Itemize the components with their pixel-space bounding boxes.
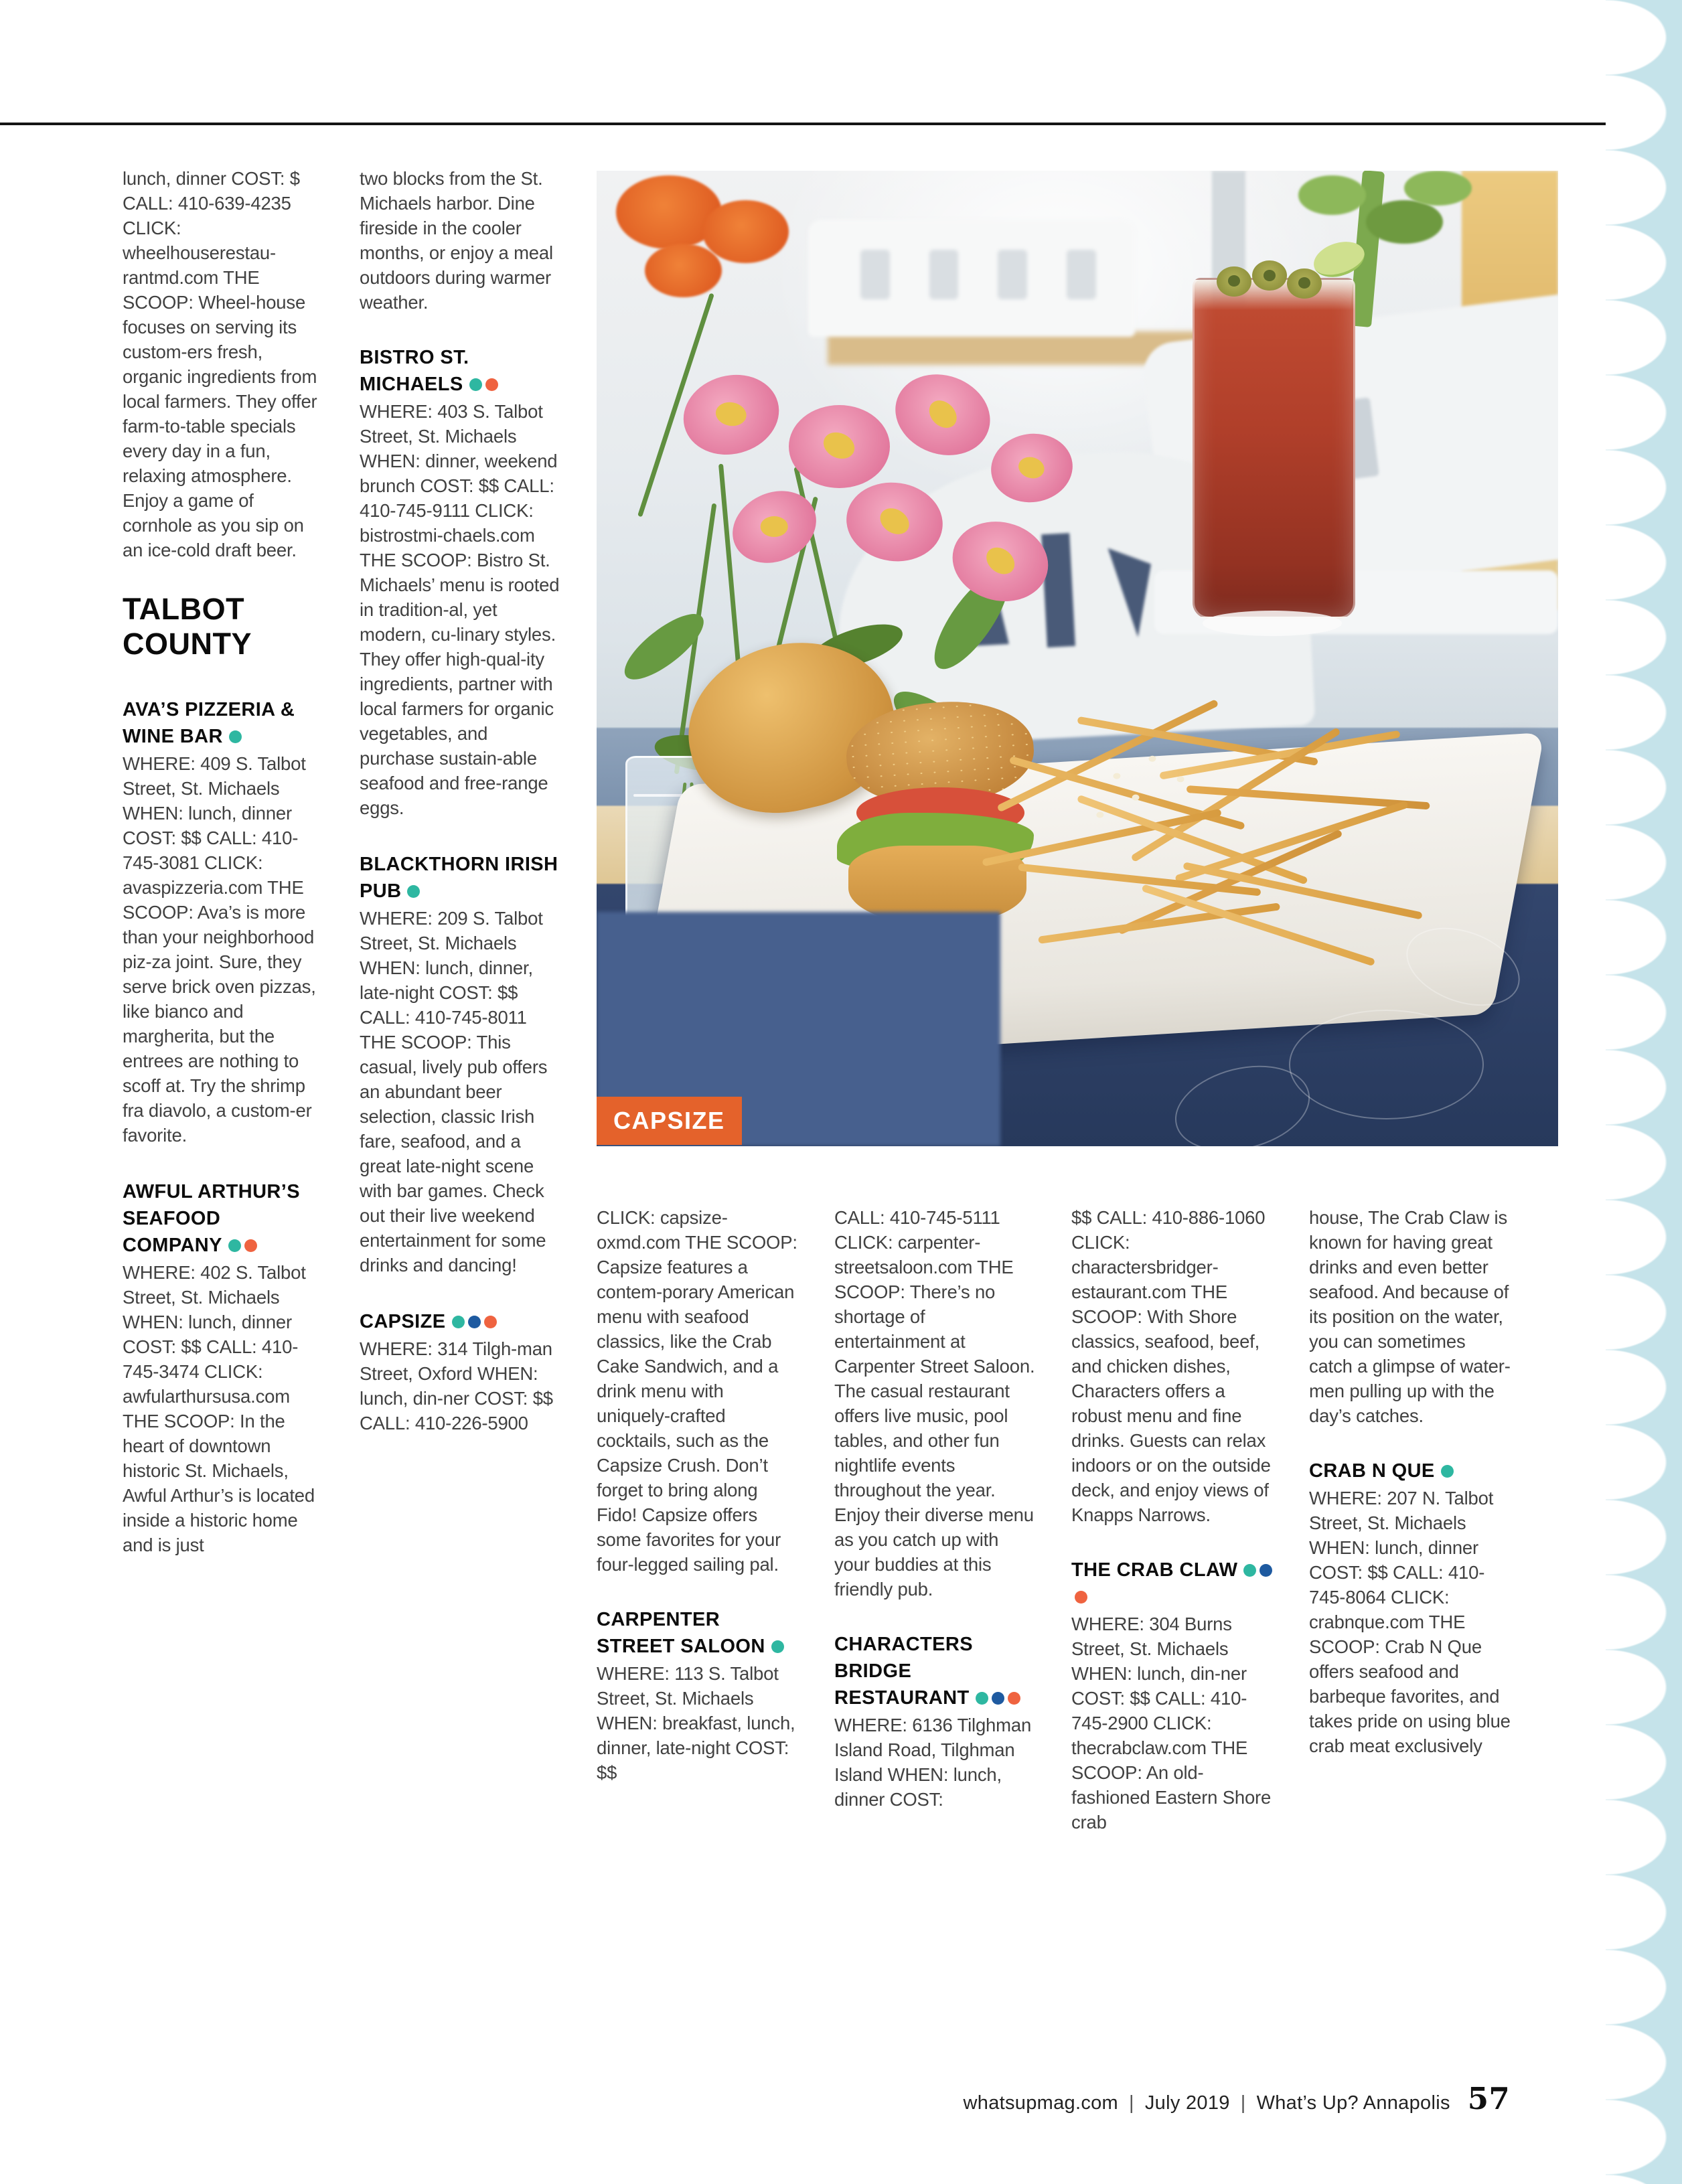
teal-rating-dot xyxy=(976,1692,988,1705)
chair-slot xyxy=(929,250,959,299)
teal-rating-dot xyxy=(1441,1465,1454,1478)
olive-garnish xyxy=(1217,266,1251,297)
page-number: 57 xyxy=(1467,2081,1510,2116)
glass-base-highlight xyxy=(1203,611,1342,636)
footer-separator: | xyxy=(1129,2092,1134,2114)
scalloped-edge-decoration xyxy=(1606,0,1682,2184)
listing-continuation-text: CLICK: capsize-oxmd.com THE SCOOP: Capsize features a contem-porary American menu with seafood classics, like the Crab Cake Sandwich, and a drink menu with uniquely-crafted cocktails, such as the Capsize Crush. Don’t forget to bring along Fido! Capsize offers some favorites for your four-legged sailing pal. xyxy=(597,1207,797,1575)
restaurant-name: AWFUL ARTHUR’S SEAFOOD COMPANY xyxy=(123,1181,300,1256)
chair-slot xyxy=(1067,250,1096,299)
restaurant-listing xyxy=(597,1606,799,1785)
restaurant-listing xyxy=(360,344,562,820)
listing-details: WHERE: 113 S. Talbot Street, St. Michaels WHEN: breakfast, lunch, dinner, late-night COST: $$ xyxy=(597,1663,795,1783)
text-column-5 xyxy=(1071,1205,1274,1865)
teal-rating-dot xyxy=(228,1239,241,1252)
restaurant-name: BLACKTHORN IRISH PUB xyxy=(360,854,558,902)
listing-details: WHERE: 409 S. Talbot Street, St. Michaels WHEN: lunch, dinner COST: $$ CALL: 410-745-3081 CLICK: avaspizzeria.com THE SCOOP: Ava’s is more than your neighborhood piz-za joint. Sure, they serve brick oven pizzas, like bianco and margherita, but the entrees are nothing to scoff at. Try the shrimp fra diavolo, a custom-er favorite. xyxy=(123,753,316,1146)
chair-cutout xyxy=(1041,533,1075,647)
celery-leaves xyxy=(1404,171,1472,206)
olive-garnish xyxy=(1252,260,1287,291)
orange-rating-dot xyxy=(1008,1692,1020,1705)
footer-issue: July 2019 xyxy=(1144,2092,1230,2114)
crab-cake-sandwich-photo xyxy=(597,171,1558,1146)
teal-rating-dot xyxy=(1243,1564,1256,1577)
teal-rating-dot xyxy=(229,730,242,743)
orange-rating-dot xyxy=(1075,1591,1087,1604)
restaurant-listing xyxy=(1071,1557,1274,1835)
teal-rating-dot xyxy=(407,885,420,898)
footer-separator: | xyxy=(1240,2092,1246,2114)
cheese-crumble xyxy=(1097,812,1104,818)
bloody-mary-glass xyxy=(1193,278,1355,619)
text-column-1 xyxy=(123,166,325,1588)
listing-continuation-text: house, The Crab Claw is known for having great drinks and even better seafood. And because of its position on the water, you can sometimes catch a glimpse of water-men pulling up with the day’s catches. xyxy=(1309,1207,1511,1426)
top-rule xyxy=(0,123,1608,125)
pink-flower xyxy=(789,405,890,488)
cheese-crumble xyxy=(1177,777,1184,783)
restaurant-name: CAPSIZE xyxy=(360,1308,562,1335)
footer-publication: What’s Up? Annapolis xyxy=(1256,2092,1450,2114)
orange-rating-dot xyxy=(485,378,498,391)
teal-rating-dot xyxy=(452,1316,465,1328)
restaurant-listing xyxy=(834,1631,1037,1812)
restaurant-listing xyxy=(1309,1458,1511,1758)
orange-flower xyxy=(702,200,789,264)
tablecloth-pattern xyxy=(1289,1010,1484,1119)
listing-details: WHERE: 207 N. Talbot Street, St. Michaels WHEN: lunch, dinner COST: $$ CALL: 410-745-8064 CLICK: crabnque.com THE SCOOP: Crab N Que offers seafood and barbeque favorites, and takes pride on using blue crab meat exclusively xyxy=(1309,1488,1511,1756)
chair-slot xyxy=(998,250,1027,299)
celery-leaves xyxy=(1366,200,1443,244)
cheese-crumble xyxy=(1149,756,1156,762)
blue-rating-dot xyxy=(1259,1564,1272,1577)
restaurant-name: THE CRAB CLAW xyxy=(1071,1557,1274,1610)
orange-flower xyxy=(645,244,722,297)
teal-rating-dot xyxy=(771,1640,784,1653)
leaf xyxy=(615,603,712,690)
restaurant-listing xyxy=(360,1308,562,1435)
chair-cutout xyxy=(1107,546,1154,638)
french-fries xyxy=(976,719,1438,1008)
listing-continuation-text: lunch, dinner COST: $ CALL: 410-639-4235 CLICK: wheelhouserestau-rantmd.com THE SCOOP: Wheel-house focuses on serving its custom-ers fresh, organic ingredients from local farmers. They offer farm-to-table specials every day in a fun, relaxing atmosphere. Enjoy a game of cornhole as you sip on an ice-cold draft beer. xyxy=(123,168,317,560)
teal-rating-dot xyxy=(469,378,482,391)
listing-details: WHERE: 209 S. Talbot Street, St. Michaels WHEN: lunch, dinner, late-night COST: $$ CALL: 410-745-8011 THE SCOOP: This casual, lively pub offers an abundant beer selection, classic Irish fare, seafood, and a great late-night scene with bar games. Check out their live weekend entertainment for some drinks and dancing! xyxy=(360,908,548,1275)
photo-caption-label: CAPSIZE xyxy=(597,1097,742,1145)
restaurant-listing xyxy=(360,851,562,1277)
white-chair-back xyxy=(808,220,1135,337)
restaurant-name: CRAB N QUE xyxy=(1309,1458,1511,1484)
section-header: TALBOT COUNTY xyxy=(123,592,252,661)
celery-leaves xyxy=(1298,175,1366,214)
text-column-2 xyxy=(360,166,562,1466)
orange-rating-dot xyxy=(244,1239,257,1252)
restaurant-listing xyxy=(123,1178,325,1557)
text-column-4 xyxy=(834,1205,1037,1843)
listing-continuation-text: two blocks from the St. Michaels harbor. Dine fireside in the cooler months, or enjoy a meal outdoors during warmer weather. xyxy=(360,168,553,313)
chair-slot xyxy=(860,250,890,299)
listing-details: WHERE: 402 S. Talbot Street, St. Michaels WHEN: lunch, dinner COST: $$ CALL: 410-745-3474 CLICK: awfularthursusa.com THE SCOOP: In the heart of downtown historic St. Michaels, Awful Arthur’s is located inside a historic home and is just xyxy=(123,1262,315,1555)
footer-site: whatsupmag.com xyxy=(963,2092,1119,2114)
restaurant-listing xyxy=(123,696,325,1148)
listing-details: WHERE: 314 Tilgh-man Street, Oxford WHEN: lunch, din-ner COST: $$ CALL: 410-226-5900 xyxy=(360,1338,553,1433)
text-column-6 xyxy=(1309,1205,1511,1789)
listing-continuation-text: CALL: 410-745-5111 CLICK: carpenter-streetsaloon.com THE SCOOP: There’s no shortage of entertainment at Carpenter Street Saloon. The casual restaurant offers live music, pool tables, and other fun nightlife events throughout the year. Enjoy their diverse menu as you catch up with your buddies at this friendly pub. xyxy=(834,1207,1035,1600)
orange-rating-dot xyxy=(484,1316,497,1328)
restaurant-name: CHARACTERS BRIDGE RESTAURANT xyxy=(834,1631,1037,1711)
listing-details: WHERE: 403 S. Talbot Street, St. Michaels WHEN: dinner, weekend brunch COST: $$ CALL: 410-745-9111 CLICK: bistrostmi-chaels.com THE SCOOP: Bistro St. Michaels’ menu is rooted in tradition-al, yet modern, cu-linary styles. They offer high-qual-ity ingredients, partner with local farmers for organic vegetables, and purchase sustain-able seafood and free-range eggs. xyxy=(360,401,560,818)
cheese-crumble xyxy=(1114,773,1121,779)
text-column-3 xyxy=(597,1205,799,1816)
restaurant-name: AVA’S PIZZERIA & WINE BAR xyxy=(123,699,295,747)
listing-details: WHERE: 304 Burns Street, St. Michaels WHEN: lunch, din-ner COST: $$ CALL: 410-745-2900 CLICK: thecrabclaw.com THE SCOOP: An old-fashioned Eastern Shore crab xyxy=(1071,1614,1272,1832)
page-footer xyxy=(964,2081,1510,2116)
restaurant-name: CARPENTER STREET SALOON xyxy=(597,1606,799,1660)
blue-rating-dot xyxy=(992,1692,1004,1705)
blue-rating-dot xyxy=(468,1316,481,1328)
olive-garnish xyxy=(1287,268,1322,299)
restaurant-name: BISTRO ST. MICHAELS xyxy=(360,344,562,398)
listing-continuation-text: $$ CALL: 410-886-1060 CLICK: charactersbridger-estaurant.com THE SCOOP: With Shore classics, seafood, beef, and chicken dishes, Characters offers a robust menu and fine drinks. Guests can relax indoors or on the outside deck, and enjoy views of Knapps Narrows. xyxy=(1071,1207,1271,1525)
listing-details: WHERE: 6136 Tilghman Island Road, Tilghman Island WHEN: lunch, dinner COST: xyxy=(834,1715,1032,1810)
